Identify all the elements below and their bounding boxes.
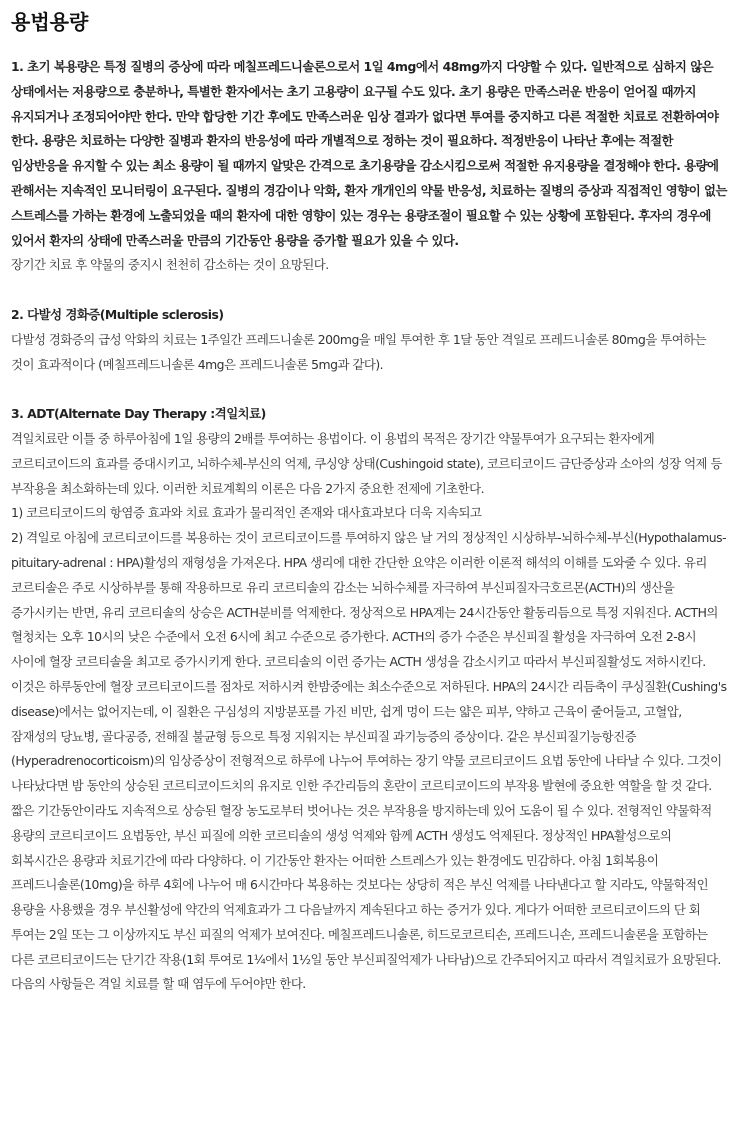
section2-paragraph: 다발성 경화증의 급성 악화의 치료는 1주일간 프레드니솔론 200mg을 매일 투여한 후 1달 동안 격일로 프레드니솔론 80mg을 투여하는 것이 효과적이다 (메칠프레드니솔론 4mg은 프레드니솔론 5mg과 같다). [11, 331, 707, 372]
section2-heading: 2. 다발성 경화증(Multiple sclerosis) [11, 306, 224, 322]
spacer [11, 278, 730, 303]
section3-point-2: 2) 격일로 아침에 코르티코이드를 복용하는 것이 코르티코이드를 투여하지 않은 날 거의 정상적인 시상하부-뇌하수체-부신(Hypothalamus-pituitary-adrenal : HPA)활성의 재형성을 가져온다. HPA 생리에 대한 간단한 요약은 이러한 이론적 해석의 이해를 도와줄 수 있다. 유리 코르티솔은 주로 시상하부를 통해 작용하므로 유리 코르티솔의 감소는 뇌하수체를 자극하여 부신피질자극호르몬(ACTH)의 생산을 증가시키는 반면, 유리 코르티솔의 상승은 ACTH분비를 억제한다. 정상적으로 HPA계는 24시간동안 활동리듬으로 특정 지워진다. ACTH의 혈청치는 오후 10시의 낮은 수준에서 오전 6시에 최고 수준으로 증가한다. ACTH의 증가 수준은 부신피질 활성을 자극하여 오전 2-8시 사이에 혈장 코르티솔을 최고로 증가시키게 한다. 코르티솔의 이런 증가는 ACTH 생성을 감소시키고 따라서 부신피질활성도 저하시킨다. 이것은 하루동안에 혈장 코르티코이드를 점차로 저하시켜 한밤중에는 최소수준으로 저하된다. HPA의 24시간 리듬축이 쿠싱질환(Cushing's disease)에서는 없어지는데, 이 질환은 구심성의 지방분포를 가진 비만, 쉽게 멍이 드는 얇은 피부, 약하고 근육이 줄어들고, 고혈압, 잠재성의 당뇨병, 골다공증, 전해질 불균형 등으로 특정 지워지는 부신피질 과기능증의 증상이다. 같은 부신피질기능항진증(Hyperadrenocorticoism)의 임상증상이 전형적으로 하루에 나누어 투여하는 장기 약물 코르티코이드 요법 동안에 나타날 수 있다. 그것이 나타났다면 밤 동안의 상승된 코르티코이드치의 유지로 인한 주간리듬의 혼란이 코르티코이드의 부작용 발현에 중요한 역할을 할 것 같다. [11, 530, 727, 794]
page-title: 용법용량 [11, 10, 89, 34]
section1-paragraph: 1. 초기 복용량은 특정 질병의 증상에 따라 메칠프레드니솔론으로서 1일 4mg에서 48mg까지 다양할 수 있다. 일반적으로 심하지 않은 상태에서는 저용량으로 충분하나, 특별한 환자에서는 초기 고용량이 요구될 수도 있다. 초기 용량은 만족스러운 반응이 얻어질 때까지 유지되거나 조정되어야만 한다. 만약 합당한 기간 후에도 만족스러운 임상 결과가 없다면 투여를 중지하고 다른 적절한 치료로 전환하여야 한다. 용량은 치료하는 다양한 질병과 환자의 반응성에 따라 개별적으로 정하는 것이 필요하다. 적정반응이 나타난 후에는 적절한 임상반응을 유지할 수 있는 최소 용량이 될 때까지 알맞은 간격으로 초기용량을 감소시킴으로써 적절한 유지용량을 결정해야 한다. 용량에 관해서는 지속적인 모니터링이 요구된다. 질병의 경감이나 악화, 환자 개개인의 약물 반응성, 치료하는 질병의 증상과 직접적인 영향이 없는 스트레스를 가하는 환경에 노출되었을 때의 환자에 대한 영향이 있는 경우는 용량조절이 필요할 수 있는 상황에 포함된다. 후자의 경우에 있어서 환자의 상태에 만족스러울 만큼의 기간동안 용량을 증가할 필요가 있을 수 있다. [11, 59, 727, 248]
section3-intro: 격일치료란 이틀 중 하루아침에 1일 용량의 2배를 투여하는 용법이다. 이 용법의 목적은 장기간 약물투여가 요구되는 환자에게 코르티코이드의 효과를 증대시키고, 뇌하수체-부신의 억제, 쿠싱양 상태(Cushingoid state), 코르티코이드 금단증상과 소아의 성장 억제 등 부작용을 최소화하는데 있다. 이러한 치료계획의 이론은 다음 2가지 중요한 전제에 기초한다. [11, 430, 722, 496]
section3-heading: 3. ADT(Alternate Day Therapy :격일치료) [11, 406, 266, 422]
section1-note: 장기간 치료 후 약물의 중지시 천천히 감소하는 것이 요망된다. [11, 257, 329, 273]
section3-closing: 다음의 사항들은 격일 치료를 할 때 염두에 두어야만 한다. [11, 976, 306, 992]
spacer [11, 377, 730, 402]
section3-paragraph-2: 짧은 기간동안이라도 지속적으로 상승된 혈장 농도로부터 벗어나는 것은 부작용을 방지하는데 있어 도움이 될 수 있다. 전형적인 약물학적 용량의 코르티코이드 요법동안, 부신 피질에 의한 코르티솔의 생성 억제와 함께 ACTH 생성도 억제된다. 정상적인 HPA활성으로의 회복시간은 용량과 치료기간에 따라 다양하다. 이 기간동안 환자는 어떠한 스트레스가 있는 환경에도 민감하다. 아침 1회복용이 프레드니솔론(10mg)을 하루 4회에 나누어 매 6시간마다 복용하는 것보다는 상당히 적은 부신 억제를 나타낸다고 할 지라도, 약물학적인 용량을 사용했을 경우 부신활성에 약간의 억제효과가 그 다음날까지 계속된다고 하는 증거가 있다. 게다가 어떠한 코르티코이드의 단 회 투여는 2일 또는 그 이상까지도 부신 피질의 억제가 보여진다. 메칠프레드니솔론, 히드로코르티손, 프레드니손, 프레드니솔론을 포함하는 다른 코르티코이드는 단기간 작용(1회 투여로 1¼에서 1½일 동안 부신피질억제가 나타남)으로 간주되어지고 따라서 격일치료가 요망된다. [11, 802, 721, 967]
section3-point-1: 1) 코르티코이드의 항염증 효과와 치료 효과가 물리적인 존재와 대사효과보다 더욱 지속되고 [11, 505, 482, 521]
